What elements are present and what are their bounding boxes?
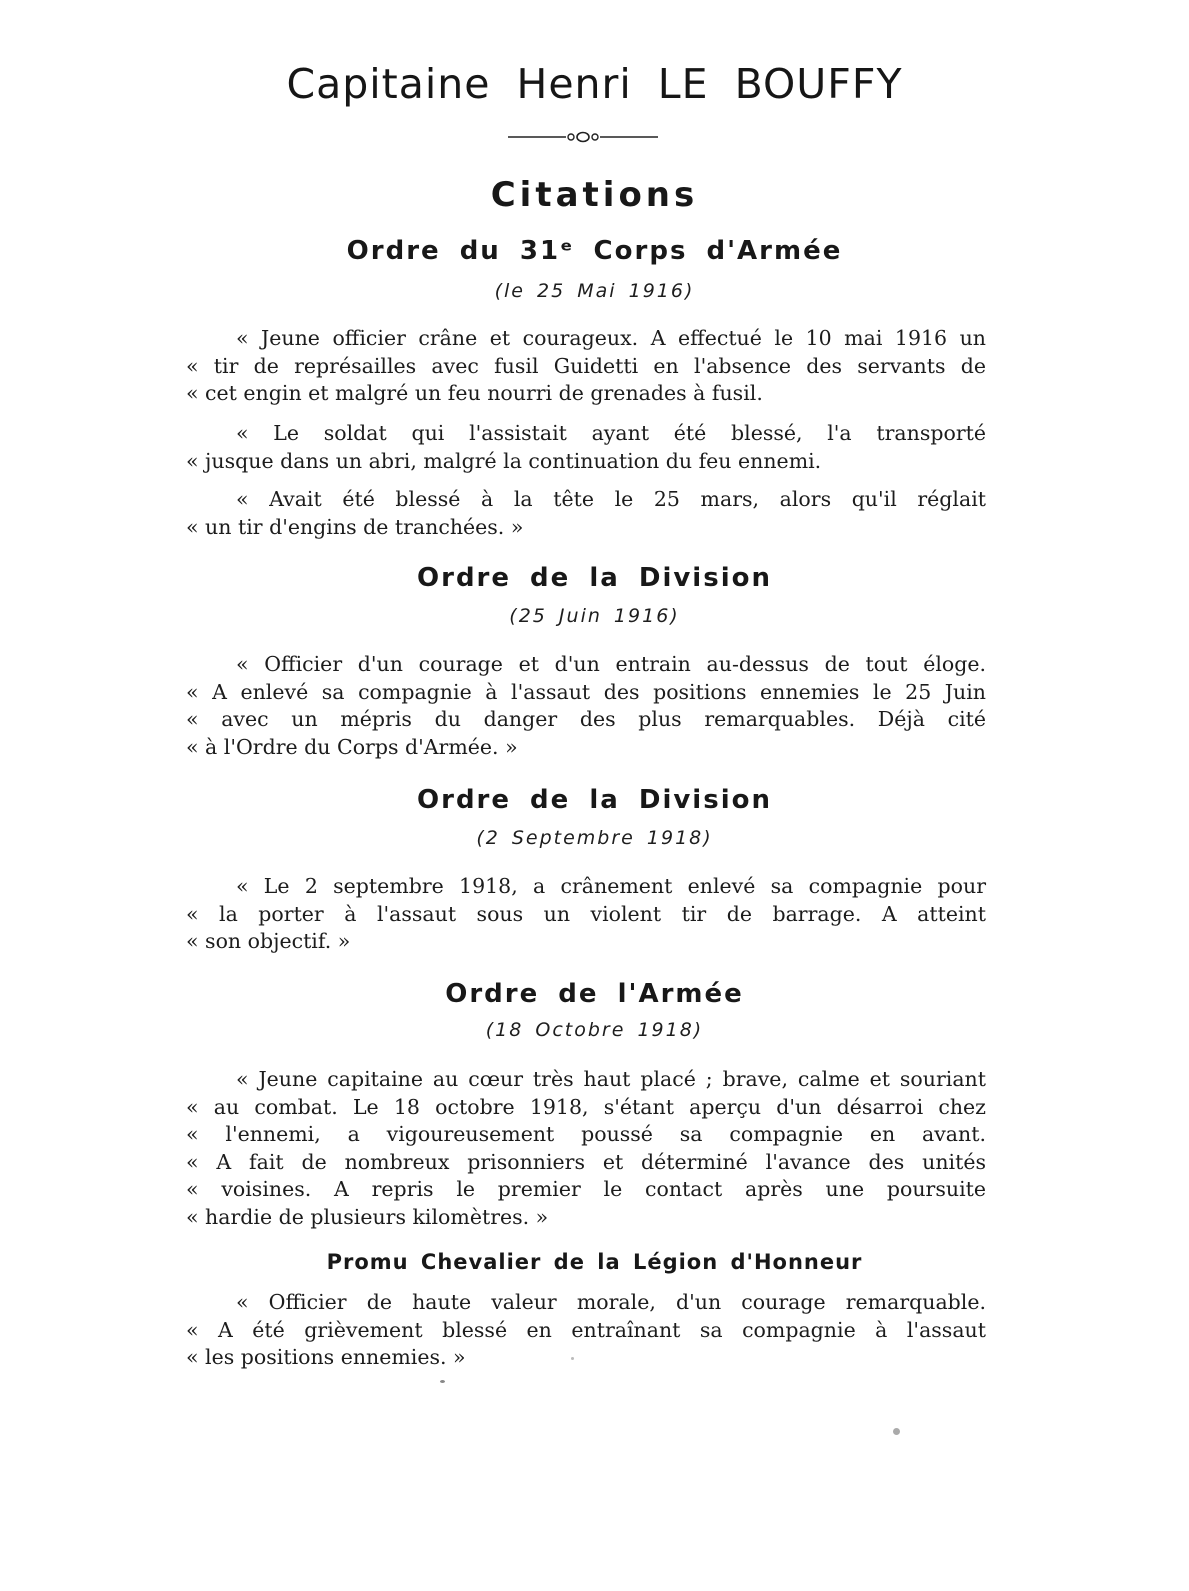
ornament-divider xyxy=(508,130,658,144)
text-line: « voisines. A repris le premier le contact après une poursuite xyxy=(186,1177,986,1201)
citations-heading: Citations xyxy=(490,175,699,215)
text-line: « avec un mépris du danger des plus remarquables. Déjà cité xyxy=(186,707,986,731)
text-line: « A été grièvement blessé en entraînant sa compagnie à l'assaut xyxy=(186,1317,986,1342)
text-line: « la porter à l'assaut sous un violent tir de barrage. A atteint xyxy=(186,901,986,926)
text-line: « tir de représailles avec fusil Guidetti en l'absence des servants de xyxy=(186,353,986,378)
text-line: « A enlevé sa compagnie à l'assaut des positions ennemies le 25 Juin xyxy=(186,679,986,704)
text-line: « Avait été blessé à la tête le 25 mars, alors qu'il réglait xyxy=(236,487,986,511)
citation-paragraph xyxy=(186,873,986,956)
scan-speck xyxy=(440,1380,445,1383)
text-line: « Officier d'un courage et d'un entrain au-dessus de tout éloge. xyxy=(236,652,986,676)
section-heading: Ordre de l'Armée xyxy=(445,979,744,1009)
text-line: « un tir d'engins de tranchées. » xyxy=(186,514,524,539)
section-date: (le 25 Mai 1916) xyxy=(494,280,695,302)
text-line: « à l'Ordre du Corps d'Armée. » xyxy=(186,734,518,759)
text-line: « A fait de nombreux prisonniers et déterminé l'avance des unités xyxy=(186,1149,986,1174)
section-date: (2 Septembre 1918) xyxy=(476,827,713,849)
text-line: « au combat. Le 18 octobre 1918, s'étant aperçu d'un désarroi chez xyxy=(186,1094,986,1119)
text-line: « Officier de haute valeur morale, d'un courage remarquable. xyxy=(236,1290,986,1314)
citation-paragraph xyxy=(186,651,986,761)
text-line: « Le soldat qui l'assistait ayant été blessé, l'a transporté xyxy=(236,421,986,445)
text-line: « Le 2 septembre 1918, a crânement enlevé sa compagnie pour xyxy=(236,874,986,898)
document-title: Capitaine Henri LE BOUFFY xyxy=(286,60,903,108)
section-heading: Promu Chevalier de la Légion d'Honneur xyxy=(326,1250,863,1274)
text-line: « Jeune officier crâne et courageux. A effectué le 10 mai 1916 un xyxy=(236,326,986,350)
text-line: « cet engin et malgré un feu nourri de grenades à fusil. xyxy=(186,381,763,405)
section-heading: Ordre du 31ᵉ Corps d'Armée xyxy=(346,236,843,266)
scan-speck xyxy=(893,1428,900,1435)
citation-paragraph xyxy=(186,1289,986,1372)
citation-paragraph xyxy=(186,420,986,475)
citation-paragraph xyxy=(186,1066,986,1231)
citation-paragraph xyxy=(186,486,986,541)
text-line: « l'ennemi, a vigoureusement poussé sa compagnie en avant. xyxy=(186,1122,986,1146)
text-line: « jusque dans un abri, malgré la continuation du feu ennemi. xyxy=(186,448,822,473)
text-line: « les positions ennemies. » xyxy=(186,1345,466,1369)
citation-paragraph xyxy=(186,325,986,408)
section-heading: Ordre de la Division xyxy=(417,563,772,593)
section-heading: Ordre de la Division xyxy=(417,785,772,815)
scan-speck xyxy=(571,1357,574,1360)
text-line: « son objectif. » xyxy=(186,929,351,953)
section-date: (18 Octobre 1918) xyxy=(485,1019,704,1041)
text-line: « hardie de plusieurs kilomètres. » xyxy=(186,1204,549,1229)
text-line: « Jeune capitaine au cœur très haut placé ; brave, calme et souriant xyxy=(236,1067,986,1091)
section-date: (25 Juin 1916) xyxy=(509,605,680,627)
